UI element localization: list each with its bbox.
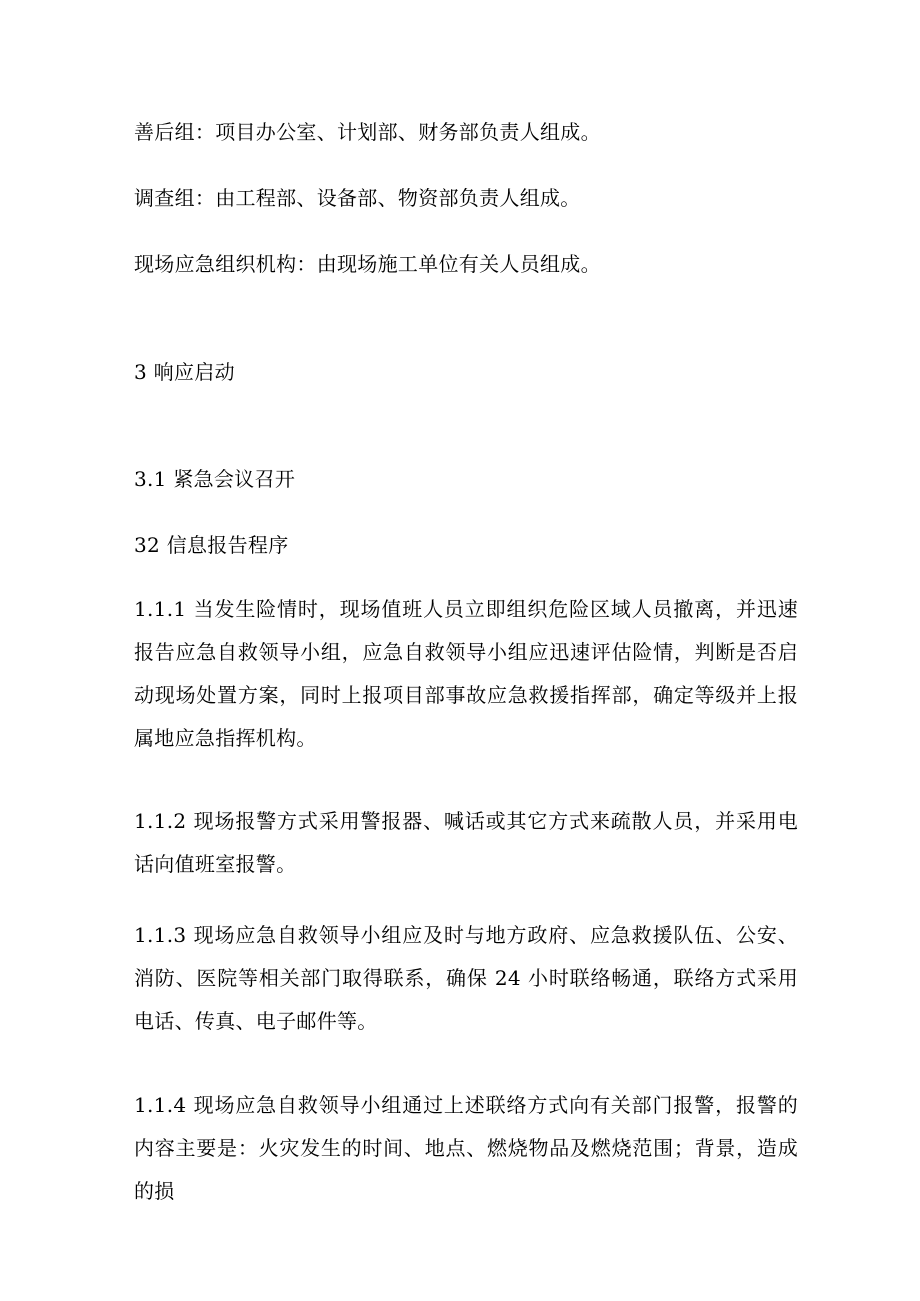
paragraph-1-1-4: 1.1.4 现场应急自救领导小组通过上述联络方式向有关部门报警，报警的内容主要是：火灾发生的时间、地点、燃烧物品及燃烧范围；背景，造成的损 [134,1093,798,1203]
paragraph-1-1-3: 1.1.3 现场应急自救领导小组应及时与地方政府、应急救援队伍、公安、消防、医院等相关部门取得联系，确保 24 小时联络畅通，联络方式采用电话、传真、电子邮件等。 [134,923,798,1033]
paragraph-1-1-2: 1.1.2 现场报警方式采用警报器、喊话或其它方式来疏散人员，并采用电话向值班室报警。 [134,809,798,876]
paragraph-1-1-1: 1.1.1 当发生险情时，现场值班人员立即组织危险区域人员撤离，并迅速报告应急自救领导小组，应急自救领导小组应迅速评估险情，判断是否启动现场处置方案，同时上报项目部事故应急救援指挥部，确定等级并上报属地应急指挥机构。 [134,597,798,750]
investigation-group-line: 调查组：由工程部、设备部、物资部负责人组成。 [134,186,581,210]
section-3-heading: 3 响应启动 [134,360,235,384]
section-3-1-heading: 3.1 紧急会议召开 [134,467,296,491]
aftermath-group-line: 善后组：项目办公室、计划部、财务部负责人组成。 [134,120,601,144]
section-3-2-heading: 32 信息报告程序 [134,533,289,557]
onsite-org-line: 现场应急组织机构：由现场施工单位有关人员组成。 [134,252,601,276]
